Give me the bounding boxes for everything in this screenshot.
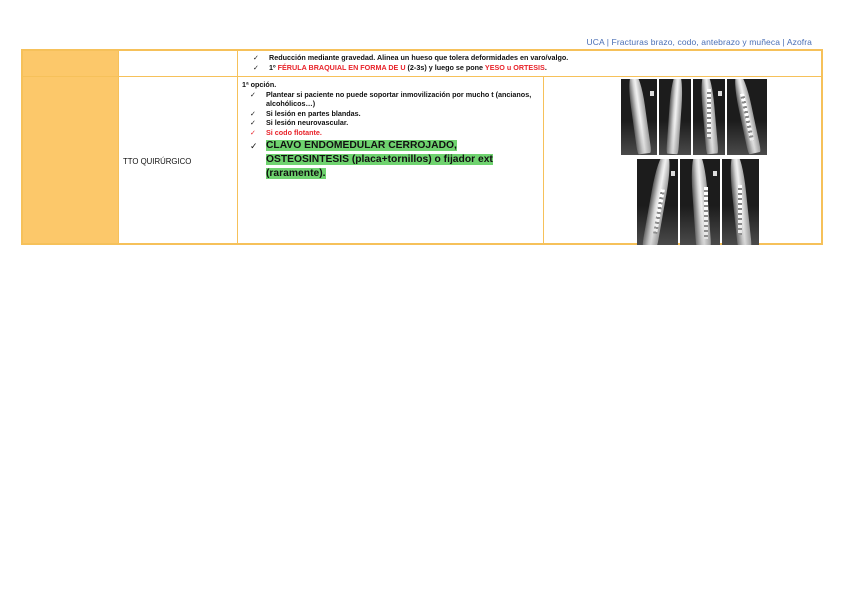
table-row-reduccion [23, 51, 821, 77]
xray-image [722, 159, 759, 245]
check-icon: ✓ [253, 53, 260, 62]
document-header: UCA | Fracturas brazo, codo, antebrazo y muñeca | Azofra [586, 37, 812, 47]
xray-images [547, 77, 821, 245]
check-icon: ✓ [250, 141, 258, 151]
check-icon: ✓ [250, 108, 257, 118]
list-item: ✓ 1º FÉRULA BRAQUIAL EN FORMA DE U (2-3s) y luego se pone YESO u ORTESIS. [253, 62, 547, 72]
highlighted-treatment: CLAVO ENDOMEDULAR CERROJADO, OSTEOSINTESIS (placa+tornillos) o fijador ext (raramente). [266, 140, 493, 179]
xray-image [693, 79, 725, 155]
xray-image [621, 79, 657, 155]
reduccion-cell [245, 53, 815, 72]
table-row-tto-quirurgico [23, 77, 821, 243]
check-icon: ✓ [253, 62, 260, 72]
xray-image [659, 79, 691, 155]
xray-image [727, 79, 767, 155]
list-item: ✓ Reducción mediante gravedad. Alinea un hueso que tolera deformidades en varo/valgo. [253, 53, 569, 62]
check-icon: ✓ [250, 127, 257, 137]
list-item-highlight [242, 139, 538, 181]
orange-side-cell [23, 77, 118, 243]
content-table [21, 49, 823, 245]
indications-cell: 1ª opción. ✓ Plantear si paciente no puede soportar inmovilización por mucho t (ancianos, alcohólicos…) ✓ Si lesión en partes blandas. ✓ Si lesión neurovascular. ✓ Si codo flotante. ✓ CLAVO ENDOMEDULAR CERROJADO, OSTEOSINTESIS (placa+tornillos) o fijador ext (raramente). [242, 80, 538, 181]
row-label: TTO QUIRÚRGICO [123, 157, 192, 166]
xray-image [680, 159, 720, 245]
orange-side-cell [23, 51, 118, 76]
list-item: ✓ Si codo flotante. [250, 127, 322, 137]
xray-image [637, 159, 678, 245]
check-icon: ✓ [250, 89, 257, 99]
list-item: ✓ Si lesión en partes blandas. [250, 108, 361, 118]
list-item: ✓ Si lesión neurovascular. [250, 118, 349, 127]
check-icon: ✓ [250, 118, 257, 127]
list-item: ✓ Plantear si paciente no puede soportar inmovilización por mucho t (ancianos, alcohólicos…) [250, 89, 532, 108]
